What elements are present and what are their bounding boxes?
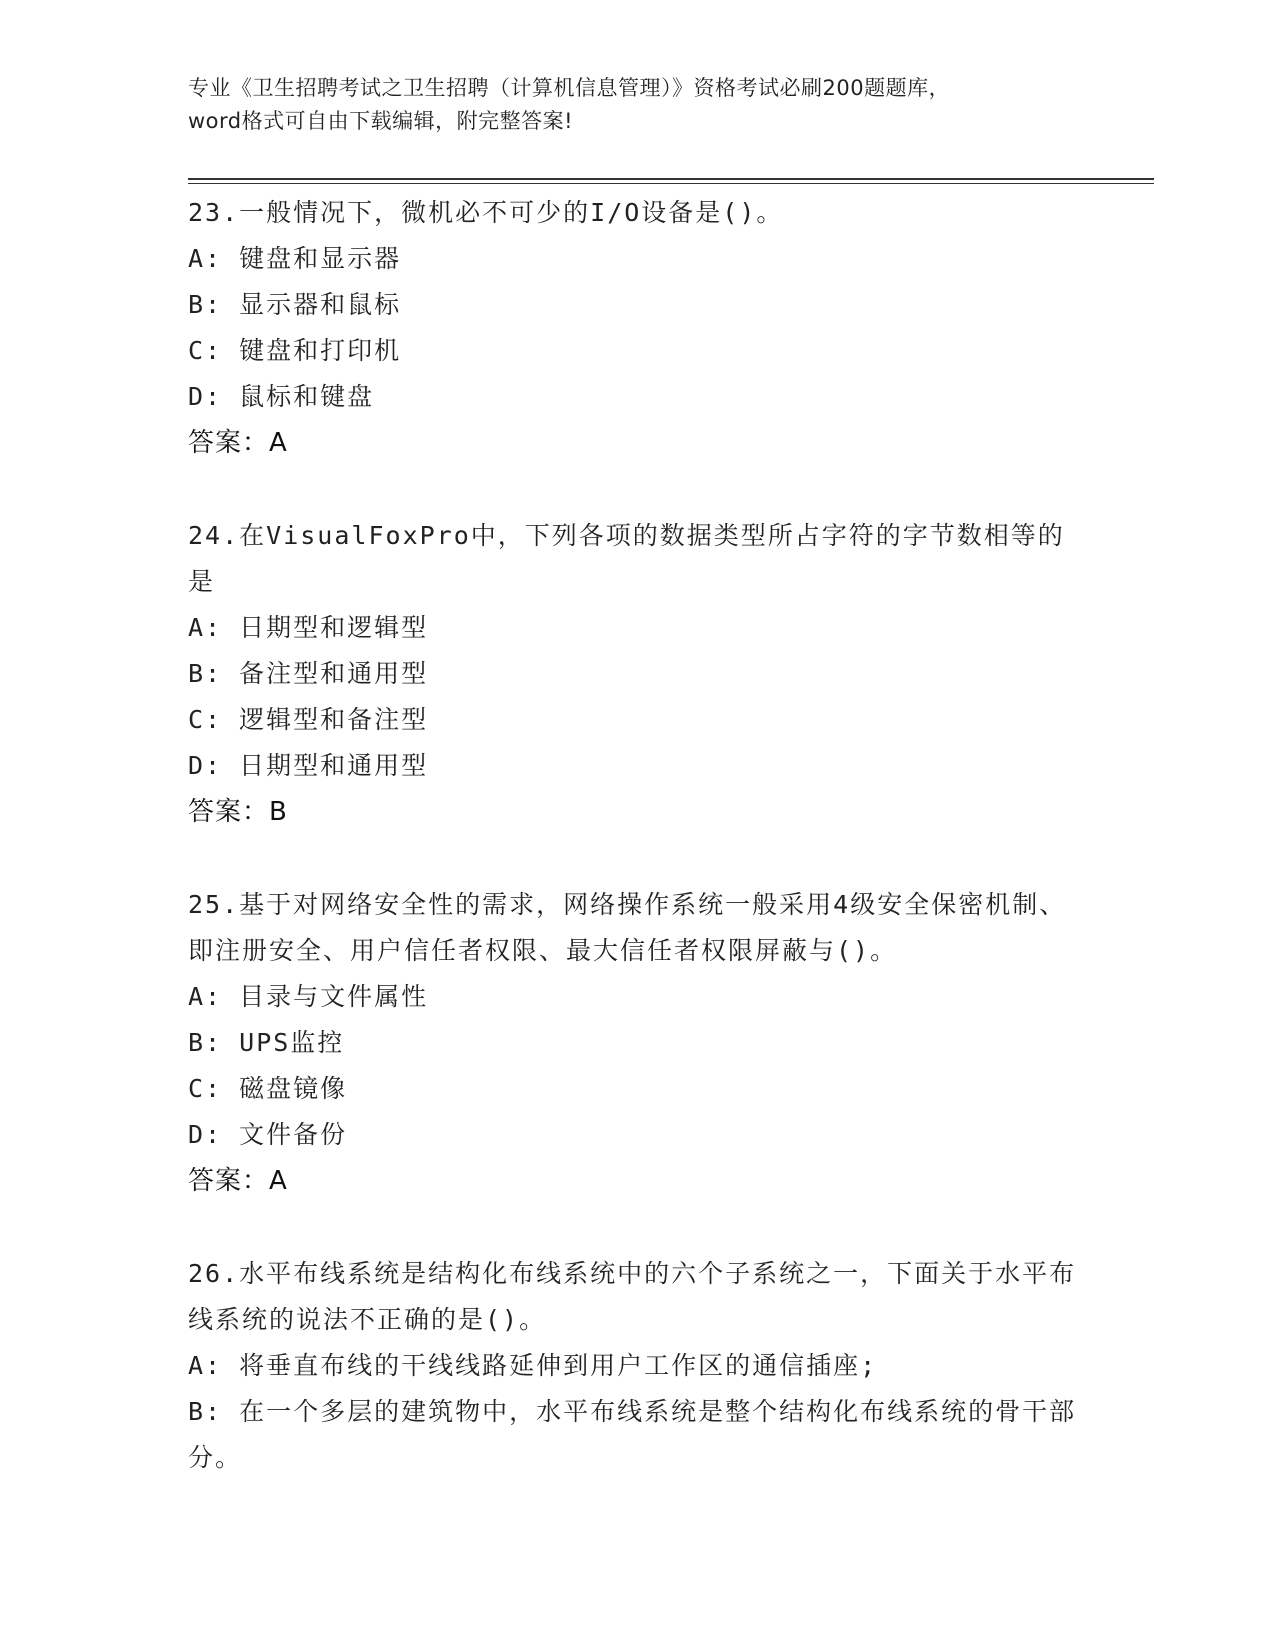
question-26 xyxy=(188,1251,1088,1481)
question-stem: 25.基于对网络安全性的需求，网络操作系统一般采用4级安全保密机制、即注册安全、用户信任者权限、最大信任者权限屏蔽与()。 xyxy=(188,890,1067,965)
header-line-1: 专业《卫生招聘考试之卫生招聘（计算机信息管理）》资格考试必刷200题题库， xyxy=(188,76,951,100)
option-d: D: 文件备份 xyxy=(188,1120,348,1149)
option-b: B: 显示器和鼠标 xyxy=(188,290,402,319)
question-list xyxy=(188,190,1088,1528)
answer-label: 答案：A xyxy=(188,1166,288,1196)
question-24 xyxy=(188,513,1088,835)
question-stem: 24.在VisualFoxPro中，下列各项的数据类型所占字符的字节数相等的是 xyxy=(188,521,1065,596)
option-b: B: 备注型和通用型 xyxy=(188,659,429,688)
option-a: A: 日期型和逻辑型 xyxy=(188,613,429,642)
option-c: C: 键盘和打印机 xyxy=(188,336,402,365)
option-c: C: 磁盘镜像 xyxy=(188,1074,348,1103)
question-stem: 23.一般情况下，微机必不可少的I/O设备是()。 xyxy=(188,198,784,227)
document-header xyxy=(188,72,1088,138)
option-b: B: 在一个多层的建筑物中，水平布线系统是整个结构化布线系统的骨干部分。 xyxy=(188,1397,1077,1472)
header-divider-thick xyxy=(188,178,1154,180)
question-25 xyxy=(188,882,1088,1204)
answer-label: 答案：B xyxy=(188,797,288,827)
header-divider-thin xyxy=(188,183,1154,184)
option-a: A: 键盘和显示器 xyxy=(188,244,402,273)
option-d: D: 鼠标和键盘 xyxy=(188,382,375,411)
option-a: A: 将垂直布线的干线线路延伸到用户工作区的通信插座; xyxy=(188,1351,878,1380)
option-b: B: UPS监控 xyxy=(188,1028,345,1057)
question-stem: 26.水平布线系统是结构化布线系统中的六个子系统之一，下面关于水平布线系统的说法不正确的是()。 xyxy=(188,1259,1077,1334)
header-line-2: word格式可自由下载编辑，附完整答案! xyxy=(188,109,574,133)
option-d: D: 日期型和通用型 xyxy=(188,751,429,780)
option-c: C: 逻辑型和备注型 xyxy=(188,705,429,734)
option-a: A: 目录与文件属性 xyxy=(188,982,429,1011)
question-23 xyxy=(188,190,1088,466)
answer-label: 答案：A xyxy=(188,428,288,458)
